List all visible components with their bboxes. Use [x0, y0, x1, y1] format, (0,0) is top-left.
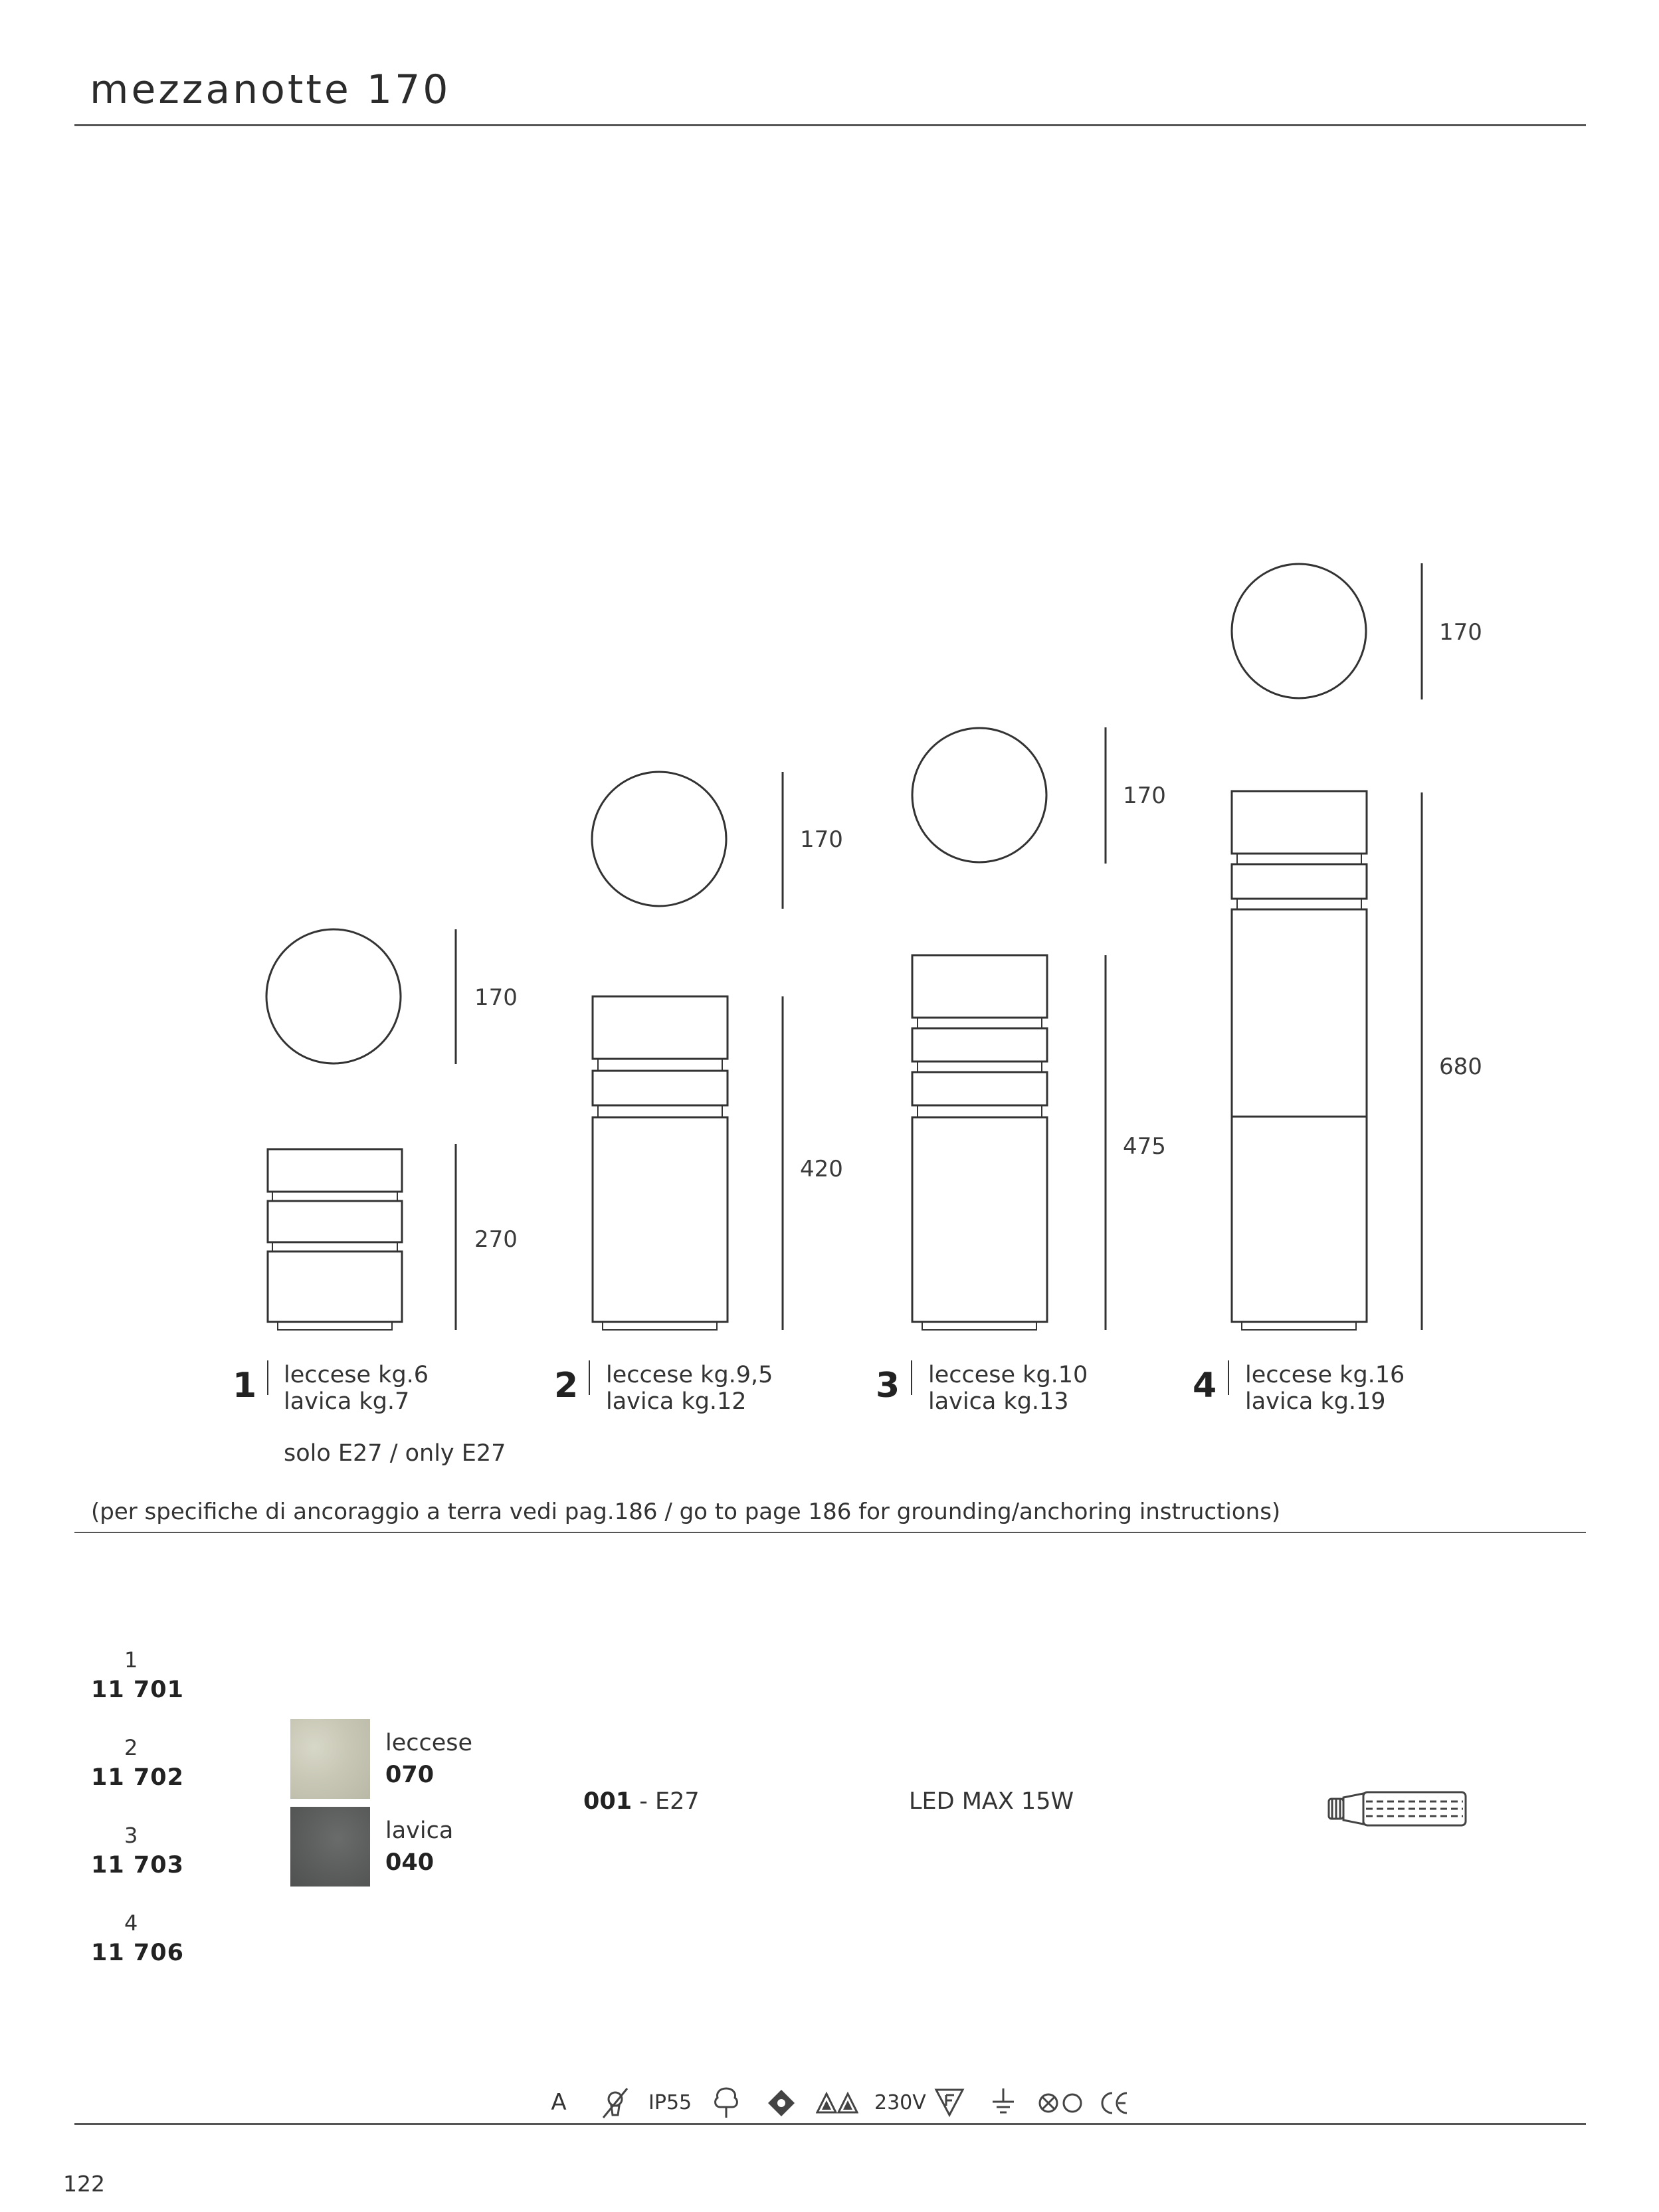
model-1-weight-lavica: lavica kg.7 — [284, 1388, 410, 1415]
model-number-3: 3 — [876, 1366, 900, 1406]
model-2-weight-lavica: lavica kg.12 — [606, 1388, 747, 1415]
body-3-segment-mid1 — [912, 1028, 1047, 1061]
sphere-1 — [266, 929, 401, 1063]
swatch-lavica — [290, 1807, 370, 1887]
body-1-segment-base — [268, 1251, 402, 1322]
dim-body-1: 270 — [474, 1226, 518, 1253]
lamp-socket-type: E27 — [654, 1788, 700, 1815]
body-3-segment-top — [912, 955, 1047, 1018]
sphere-3 — [912, 728, 1046, 862]
ground-icon — [990, 2086, 1017, 2119]
body-2-segment-top — [593, 996, 728, 1059]
lamp-socket — [583, 1788, 700, 1815]
class-symbols-icon — [1038, 2090, 1084, 2116]
body-1-segment-top — [268, 1149, 402, 1192]
body-3-segment-base — [912, 1117, 1047, 1322]
model-4-weight-lavica: lavica kg.19 — [1245, 1388, 1386, 1415]
sphere-4 — [1232, 564, 1366, 698]
finish-lavica-name: lavica — [385, 1817, 454, 1844]
section-divider — [74, 1532, 1586, 1533]
code-3: 11 703 — [91, 1852, 184, 1879]
lamp-separator: - — [632, 1788, 655, 1815]
dim-sphere-4: 170 — [1439, 619, 1482, 646]
voltage-label: 230V — [874, 2090, 926, 2114]
dim-sphere-3: 170 — [1123, 783, 1166, 809]
finish-lavica-code: 040 — [385, 1849, 435, 1876]
model-3-weight-lavica: lavica kg.13 — [928, 1388, 1069, 1415]
model-2-weight-leccese: leccese kg.9,5 — [606, 1362, 773, 1388]
body-4-segment-base — [1232, 1117, 1367, 1322]
model-1-socket-note: solo E27 / only E27 — [284, 1440, 506, 1467]
led-bulb-icon — [1326, 1787, 1470, 1831]
body-4-segment-top — [1232, 791, 1367, 854]
no-halogen-icon — [601, 2086, 630, 2120]
outdoor-tree-icon — [711, 2084, 741, 2120]
lamp-code: 001 — [583, 1788, 633, 1815]
model-1-weight-leccese: leccese kg.6 — [284, 1362, 429, 1388]
page-title: mezzanotte 170 — [90, 66, 451, 113]
dim-body-2: 420 — [800, 1156, 843, 1182]
sphere-2 — [592, 772, 726, 906]
dim-body-4: 680 — [1439, 1054, 1482, 1080]
code-index-4: 4 — [124, 1910, 138, 1936]
body-2-segment-base — [593, 1117, 728, 1322]
footer-divider — [74, 2123, 1586, 2125]
ip-rating-label: IP55 — [648, 2090, 692, 2114]
code-index-2: 2 — [124, 1735, 138, 1760]
warning-triangles-icon — [816, 2091, 858, 2115]
page-number: 122 — [63, 2171, 105, 2197]
dim-sphere-2: 170 — [800, 826, 843, 853]
swatch-leccese — [290, 1719, 370, 1799]
lamp-power: LED MAX 15W — [909, 1788, 1074, 1815]
model-3-weight-leccese: leccese kg.10 — [928, 1362, 1088, 1388]
energy-class-label: A — [551, 2089, 567, 2116]
dim-body-3: 475 — [1123, 1133, 1166, 1160]
f-mark-icon — [934, 2087, 965, 2118]
code-1: 11 701 — [91, 1677, 184, 1703]
code-index-3: 3 — [124, 1823, 138, 1848]
finish-leccese-code: 070 — [385, 1762, 435, 1788]
body-4-segment-upper — [1232, 909, 1367, 1117]
model-number-2: 2 — [554, 1366, 579, 1406]
body-1-segment-mid — [268, 1201, 402, 1242]
model-4-weight-leccese: leccese kg.16 — [1245, 1362, 1405, 1388]
ce-mark-icon — [1099, 2090, 1129, 2116]
model-number-1: 1 — [233, 1366, 257, 1406]
code-4: 11 706 — [91, 1940, 184, 1966]
fire-rating-icon — [767, 2088, 796, 2118]
body-2-segment-mid — [593, 1071, 728, 1105]
code-2: 11 702 — [91, 1764, 184, 1791]
body-3-segment-mid2 — [912, 1072, 1047, 1105]
anchoring-note: (per specifiche di ancoraggio a terra vedi pag.186 / go to page 186 for grounding/anchoring instructions) — [91, 1499, 1281, 1525]
body-4-segment-mid — [1232, 864, 1367, 899]
dim-sphere-1: 170 — [474, 984, 518, 1011]
finish-leccese-name: leccese — [385, 1730, 473, 1756]
code-index-1: 1 — [124, 1647, 138, 1673]
model-number-4: 4 — [1193, 1366, 1217, 1406]
